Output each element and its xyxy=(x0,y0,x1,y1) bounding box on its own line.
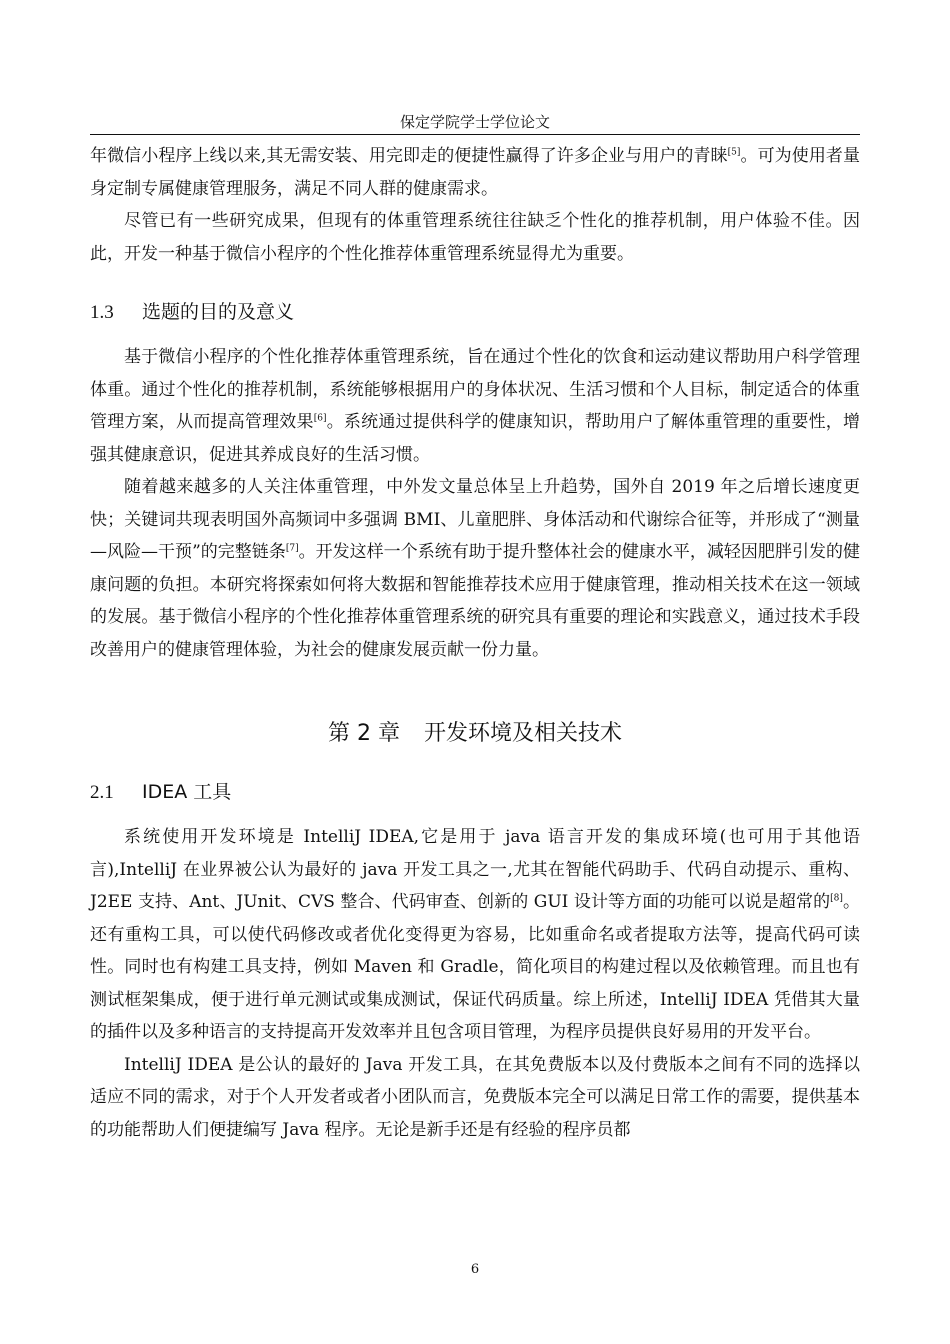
section-heading-2-1: 2.1 IDEA 工具 xyxy=(90,781,232,803)
citation: [5] xyxy=(727,147,741,158)
citation: [8] xyxy=(830,893,843,904)
page-number: 6 xyxy=(470,1262,480,1277)
paragraph: 尽管已有一些研究成果，但现有的体重管理系统往往缺乏个性化的推荐机制，用户体验不佳。因此，开发一种基于微信小程序的个性化推荐体重管理系统显得尤为重要。 xyxy=(90,211,860,264)
page-body xyxy=(90,140,860,1146)
header-rule xyxy=(90,134,860,135)
section-heading-1-3: 1.3 选题的目的及意义 xyxy=(90,301,295,323)
running-header: 保定学院学士学位论文 xyxy=(399,113,550,131)
citation: [7] xyxy=(285,543,299,554)
paragraph: 基于微信小程序的个性化推荐体重管理系统，旨在通过个性化的饮食和运动建议帮助用户科学管理体重。通过个性化的推荐机制，系统能够根据用户的身体状况、生活习惯和个人目标，制定适合的体重管理方案，从而提高管理效果[6]。系统通过提供科学的健康知识，帮助用户了解体重管理的重要性，增强其健康意识，促进其养成良好的生活习惯。 xyxy=(90,347,861,465)
paragraph: IntelliJ IDEA 是公认的最好的 Java 开发工具，在其免费版本以及付费版本之间有不同的选择以适应不同的需求，对于个人开发者或者小团队而言，免费版本完全可以满足日常工作的需要，提供基本的功能帮助人们便捷编写 Java 程序。无论是新手还是有经验的程序员都 xyxy=(90,1054,860,1140)
chapter-heading: 第 2 章 开发环境及相关技术 xyxy=(328,721,622,746)
paragraph: 年微信小程序上线以来,其无需安装、用完即走的便捷性赢得了许多企业与用户的青睐[5]。可为使用者量身定制专属健康管理服务，满足不同人群的健康需求。 xyxy=(90,146,861,199)
paragraph: 系统使用开发环境是 IntelliJ IDEA,它是用于 java 语言开发的集成环境(也可用于其他语言),IntelliJ 在业界被公认为最好的 java 开发工具之一,尤其在智能代码助手、代码自动提示、重构、J2EE 支持、Ant、JUnit、CVS 整合、代码审查、创新的 GUI 设计等方面的功能可以说是超常的[8]。还有重构工具，可以使代码修改或者优化变得更为容易，比如重命名或者提取方法等，提高代码可读性。同时也有构建工具支持，例如 Maven 和 Gradle，简化项目的构建过程以及依赖管理。而且也有测试框架集成，便于进行单元测试或集成测试，保证代码质量。综上所述，IntelliJ IDEA 凭借其大量的插件以及多种语言的支持提高开发效率并且包含项目管理，为程序员提供良好易用的开发平台。 xyxy=(90,827,860,1042)
citation: [6] xyxy=(313,413,327,424)
paragraph: 随着越来越多的人关注体重管理，中外发文量总体呈上升趋势，国外自 2019 年之后增长速度更快；关键词共现表明国外高频词中多强调 BMI、儿童肥胖、身体活动和代谢综合征等，并形成了“测量—风险—干预”的完整链条[7]。开发这样一个系统有助于提升整体社会的健康水平，减轻因肥胖引发的健康问题的负担。本研究将探索如何将大数据和智能推荐技术应用于健康管理，推动相关技术在这一领域的发展。基于微信小程序的个性化推荐体重管理系统的研究具有重要的理论和实践意义，通过技术手段改善用户的健康管理体验，为社会的健康发展贡献一份力量。 xyxy=(90,477,860,660)
